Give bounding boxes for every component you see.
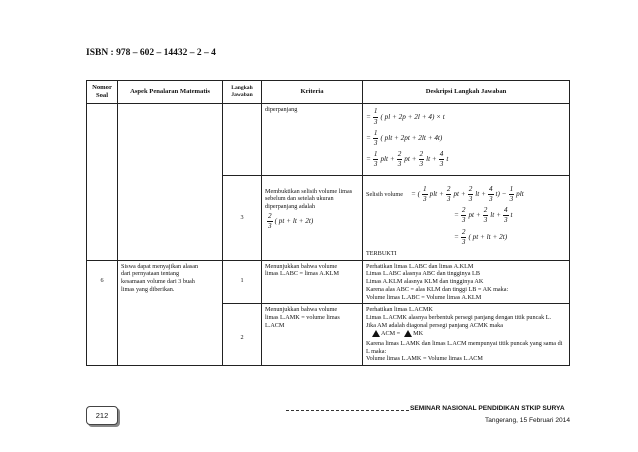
- term: lt +: [490, 211, 501, 220]
- denominator: 3: [488, 194, 493, 203]
- term: pt +: [404, 155, 417, 164]
- kriteria-text: Membuktikan selisih volume limas sebelum dan setelah ukuran diperpanjang adalah: [265, 187, 353, 211]
- numerator: 2: [461, 229, 467, 238]
- denominator: 3: [268, 222, 272, 231]
- equation-line: [366, 151, 566, 168]
- denominator: 3: [373, 160, 378, 169]
- equals-sign: = (: [410, 189, 420, 198]
- term: t) −: [495, 189, 507, 198]
- term: plt: [516, 189, 524, 198]
- table-header-row: [87, 81, 570, 104]
- fraction: [488, 186, 494, 203]
- final-line: [366, 229, 566, 246]
- header-deskripsi: Deskripsi Langkah Jawaban: [363, 81, 570, 104]
- desc-line: Limas A.KLM alasnya KLM dan tingginya AK: [366, 278, 484, 286]
- cell-aspek: Siswa dapat menyajikan alasan dari pernyataan tentang kesamaan volume dari 3 buah limas yang diberikan.: [118, 260, 223, 365]
- cell-deskripsi: [363, 304, 570, 366]
- numerator: 4: [439, 151, 445, 160]
- expression: ( pl + 2p + 2l + 4) × t: [380, 112, 445, 121]
- equals-sign: =: [454, 232, 459, 241]
- term: lt +: [426, 155, 437, 164]
- equation-line: [366, 130, 566, 147]
- triangle-icon: [372, 330, 380, 337]
- fraction: [483, 207, 489, 224]
- triangle-icon: [404, 330, 412, 337]
- expression: ( plt + 2pt + 2lt + 4t): [380, 134, 443, 143]
- cell-deskripsi-equations: [363, 104, 570, 175]
- desc-line: Karena limas L.AMK dan limas L.ACM mempunyai titik puncak yang sama di L maka:: [366, 339, 563, 355]
- result-line: [366, 207, 566, 224]
- fraction: [373, 108, 379, 125]
- cell-aspek-empty: [118, 104, 223, 260]
- fraction: [419, 151, 425, 168]
- cell-kriteria: diperpanjang: [262, 104, 363, 175]
- footer-seminar-title: SEMINAR NASIONAL PENDIDIKAN STKIP SURYA: [410, 405, 565, 412]
- equals-sign: =: [366, 112, 371, 121]
- numerator: 4: [503, 207, 509, 216]
- cell-langkah: 1: [223, 260, 262, 304]
- numerator: 2: [468, 186, 474, 195]
- table-row: [87, 260, 570, 304]
- selisih-label: Selisih volume: [366, 190, 403, 198]
- table-row: [87, 104, 570, 175]
- desc-line: Limas L.ACMK alasnya berbentuk persegi panjang dengan titik puncak L.: [366, 314, 552, 322]
- fraction: [461, 229, 467, 246]
- numerator: 1: [422, 186, 428, 195]
- term: pt +: [468, 211, 481, 220]
- equals-sign: =: [366, 134, 371, 143]
- desc-text: MK: [413, 329, 424, 337]
- fraction: [509, 186, 515, 203]
- denominator: 3: [373, 139, 378, 148]
- cell-kriteria: [262, 175, 363, 260]
- cell-deskripsi: [363, 260, 570, 304]
- cell-langkah-empty: [223, 104, 262, 175]
- cell-langkah: 3: [223, 175, 262, 260]
- numerator: 1: [373, 151, 379, 160]
- header-nomor: Nomor Soal: [87, 81, 118, 104]
- expression: ( pt + lt + 2t): [468, 232, 508, 241]
- footer-dashed-line: [286, 410, 409, 411]
- term: pt +: [453, 189, 466, 198]
- denominator: 3: [468, 194, 473, 203]
- numerator: 1: [373, 130, 379, 139]
- cell-langkah: 2: [223, 304, 262, 366]
- equals-sign: =: [366, 155, 371, 164]
- desc-line: Volume limas L.ABC = Volume limas A.KLM: [366, 293, 482, 301]
- cell-kriteria: Menunjukkan bahwa volume limas L.ABC = limas A.KLM: [262, 260, 363, 304]
- numerator: 2: [483, 207, 489, 216]
- term: t: [510, 211, 513, 220]
- desc-line: Perhatikan limas L.ABC dan limas A.KLM: [366, 262, 474, 270]
- denominator: 3: [423, 194, 427, 203]
- fraction: [267, 213, 273, 230]
- answer-rubric-table: [86, 80, 570, 366]
- desc-text: ACM =: [381, 329, 401, 337]
- term: plt +: [380, 155, 395, 164]
- header-kriteria: Kriteria: [262, 81, 363, 104]
- cell-nomor-empty: [87, 104, 118, 260]
- equals-sign: =: [454, 211, 459, 220]
- cell-deskripsi: [363, 175, 570, 260]
- page-number-box: 212: [86, 406, 118, 425]
- numerator: 2: [446, 186, 452, 195]
- fraction: [446, 186, 452, 203]
- denominator: 3: [503, 216, 508, 225]
- denominator: 3: [373, 117, 378, 126]
- fraction: [373, 151, 379, 168]
- numerator: 2: [419, 151, 425, 160]
- desc-line: Karena alas ABC = alas KLM dan tinggi LB = AK maka:: [366, 285, 509, 293]
- fraction: [439, 151, 445, 168]
- terbukti-label: TERBUKTI: [366, 249, 397, 257]
- denominator: 3: [397, 160, 402, 169]
- numerator: 2: [397, 151, 403, 160]
- term: t: [446, 155, 449, 164]
- fraction: [503, 207, 509, 224]
- cell-kriteria: Menunjukkan bahwa volume limas L.AMK = volume limas L.ACM: [262, 304, 363, 366]
- cell-nomor: 6: [87, 260, 118, 365]
- desc-line: Limas L.ABC alasnya ABC dan tingginya LB: [366, 270, 480, 278]
- numerator: 2: [267, 213, 273, 222]
- header-langkah: Langkah Jawaban: [223, 81, 262, 104]
- numerator: 1: [509, 186, 515, 195]
- denominator: 3: [446, 194, 451, 203]
- numerator: 2: [461, 207, 467, 216]
- term: plt +: [429, 189, 444, 198]
- numerator: 4: [488, 186, 494, 195]
- expression: ( pt + lt + 2t): [274, 217, 314, 226]
- denominator: 3: [419, 160, 424, 169]
- denominator: 3: [509, 194, 514, 203]
- desc-line: Volume limas L.AMK = Volume limas L.ACM: [366, 355, 483, 363]
- fraction: [397, 151, 403, 168]
- selisih-line: [366, 186, 566, 203]
- fraction: [373, 130, 379, 147]
- fraction: [422, 186, 428, 203]
- kriteria-formula: [265, 213, 359, 230]
- equation-line: [366, 108, 566, 125]
- denominator: 3: [483, 216, 488, 225]
- triangle-equality: [366, 330, 423, 338]
- fraction: [468, 186, 474, 203]
- term: lt +: [475, 189, 486, 198]
- header-aspek: Aspek Penalaran Matematis: [118, 81, 223, 104]
- numerator: 1: [373, 108, 379, 117]
- denominator: 3: [439, 160, 444, 169]
- isbn-text: ISBN : 978 – 602 – 14432 – 2 – 4: [86, 48, 216, 58]
- desc-line: Perhatikan limas L.ACMK: [366, 306, 433, 314]
- footer-date: Tangerang, 15 Februari 2014: [484, 417, 570, 424]
- desc-line: Jika AM adalah diagonal persegi panjang ACMK maka: [366, 321, 503, 329]
- denominator: 3: [461, 237, 466, 246]
- fraction: [461, 207, 467, 224]
- denominator: 3: [461, 216, 466, 225]
